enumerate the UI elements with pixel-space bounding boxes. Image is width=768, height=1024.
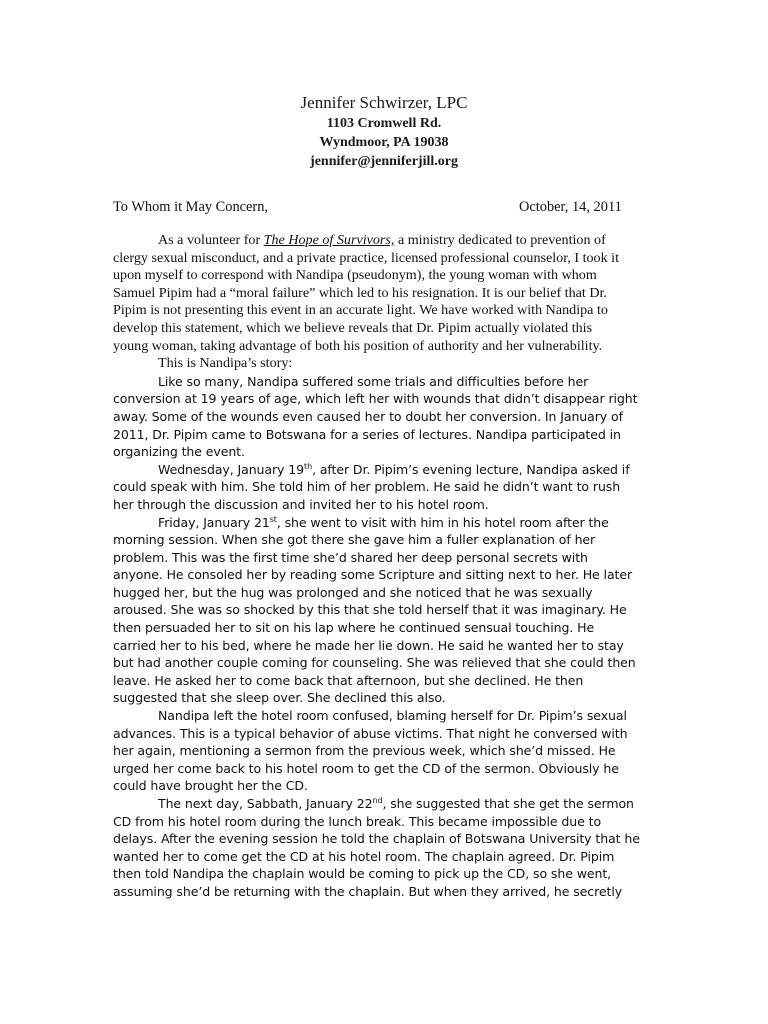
text-line: CD from his hotel room during the lunch break. This became impossible due to bbox=[113, 813, 602, 829]
ordinal-suffix: st bbox=[269, 514, 277, 524]
text-line: could speak with him. She told him of her problem. He said he didn’t want to rush bbox=[113, 479, 621, 495]
paragraph-wednesday-cont bbox=[113, 478, 646, 513]
ordinal-suffix: th bbox=[304, 461, 313, 471]
text-line bbox=[113, 461, 646, 479]
text-span: , she went to visit with him in his hotel room after the bbox=[276, 514, 609, 530]
ministry-name: The Hope of Survivors, bbox=[263, 232, 395, 248]
text-line: 2011, Dr. Pipim came to Botswana for a series of lectures. Nandipa participated in bbox=[113, 426, 621, 442]
ordinal-suffix: nd bbox=[372, 795, 383, 805]
text-line: clergy sexual misconduct, and a private practice, licensed professional counselor, I took it bbox=[113, 249, 619, 266]
text-line: Pipim is not presenting this event in an accurate light. We have worked with Nandipa to bbox=[113, 302, 608, 319]
author-name: Jennifer Schwirzer, LPC bbox=[300, 93, 468, 112]
text-line: away. Some of the wounds even caused her to doubt her conversion. In January of bbox=[113, 408, 623, 424]
text-span: a ministry dedicated to prevention of bbox=[394, 232, 606, 248]
salutation: To Whom it May Concern, bbox=[113, 199, 269, 215]
text-span: , she suggested that she get the sermon bbox=[382, 796, 634, 811]
paragraph-aftermath-cont bbox=[113, 725, 646, 795]
text-line bbox=[113, 795, 646, 813]
paragraph-friday-cont bbox=[113, 531, 646, 707]
text-line: anyone. He consoled her by reading some Scripture and sitting next to her. He later bbox=[113, 567, 633, 583]
text-line: leave. He asked her to come back that afternoon, but she declined. He then bbox=[113, 672, 584, 688]
paragraph-background-cont bbox=[113, 390, 646, 460]
paragraph-story-intro: This is Nandipa’s story: bbox=[158, 355, 293, 372]
text-line: urged her come back to his hotel room to get the CD of the sermon. Obviously he bbox=[113, 760, 619, 776]
text-span: As a volunteer for bbox=[158, 232, 264, 248]
text-line: could have brought her the CD. bbox=[113, 778, 308, 794]
author-city: Wyndmoor, PA 19038 bbox=[319, 135, 449, 150]
letter-date: October, 14, 2011 bbox=[519, 199, 622, 215]
paragraph-sabbath bbox=[113, 795, 646, 813]
author-email: jennifer@jenniferjill.org bbox=[310, 154, 458, 169]
paragraph-intro-cont bbox=[113, 250, 646, 356]
text-line: develop this statement, which we believe reveals that Dr. Pipim actually violated this bbox=[113, 319, 593, 336]
text-line: her through the discussion and invited her to his hotel room. bbox=[113, 496, 489, 512]
text-line bbox=[113, 514, 646, 532]
paragraph-intro bbox=[113, 232, 646, 250]
salutation-row bbox=[113, 199, 630, 219]
text-line bbox=[113, 232, 646, 250]
text-line: but had another couple coming for counseling. She was relieved that she could then bbox=[113, 655, 636, 671]
text-line: Nandipa left the hotel room confused, blaming herself for Dr. Pipim’s sexual bbox=[158, 708, 627, 724]
text-line: Like so many, Nandipa suffered some trials and difficulties before her bbox=[158, 373, 589, 389]
letterhead bbox=[0, 92, 768, 171]
paragraph-background bbox=[113, 373, 646, 391]
text-line: young woman, taking advantage of both his position of authority and her vulnerability. bbox=[113, 337, 603, 354]
paragraph-aftermath bbox=[113, 707, 646, 725]
text-line: then persuaded her to sit on his lap where he continued sensual touching. He bbox=[113, 620, 595, 636]
letter-body bbox=[113, 232, 646, 901]
text-line: advances. This is a typical behavior of abuse victims. That night he conversed with bbox=[113, 725, 628, 741]
text-line: hugged her, but the hug was prolonged and she noticed that he was sexually bbox=[113, 584, 593, 600]
text-line: problem. This was the first time she’d shared her deep personal secrets with bbox=[113, 549, 588, 565]
text-line: morning session. When she got there she gave him a fuller explanation of her bbox=[113, 532, 596, 548]
text-line: aroused. She was so shocked by this that she told herself that it was imaginary. He bbox=[113, 602, 627, 618]
text-line: organizing the event. bbox=[113, 444, 245, 460]
text-line: her again, mentioning a sermon from the previous week, which she’d missed. He bbox=[113, 743, 616, 759]
text-line: then told Nandipa the chaplain would be coming to pick up the CD, so she went, bbox=[113, 866, 612, 882]
text-span: The next day, Sabbath, January 22 bbox=[158, 796, 373, 811]
text-line: delays. After the evening session he told the chaplain of Botswana University that he bbox=[113, 831, 640, 847]
paragraph-friday bbox=[113, 514, 646, 532]
text-line: assuming she’d be returning with the chaplain. But when they arrived, he secretly bbox=[113, 883, 623, 899]
text-line: wanted her to come get the CD at his hotel room. The chaplain agreed. Dr. Pipim bbox=[113, 848, 615, 864]
paragraph-sabbath-cont bbox=[113, 813, 646, 901]
text-line: suggested that she sleep over. She declined this also. bbox=[113, 690, 446, 706]
text-span: , after Dr. Pipim’s evening lecture, Nandipa asked if bbox=[312, 461, 630, 477]
text-line: Samuel Pipim had a “moral failure” which led to his resignation. It is our belief that Dr. bbox=[113, 284, 607, 301]
text-span: Friday, January 21 bbox=[158, 514, 270, 530]
text-line: upon myself to correspond with Nandipa (pseudonym), the young woman with whom bbox=[113, 267, 597, 284]
text-line: carried her to his bed, where he made her lie down. He said he wanted her to stay bbox=[113, 637, 624, 653]
author-street: 1103 Cromwell Rd. bbox=[326, 116, 442, 131]
paragraph-wednesday bbox=[113, 461, 646, 479]
text-line: conversion at 19 years of age, which left her with wounds that didn’t disappear right bbox=[113, 391, 638, 407]
text-span: Wednesday, January 19 bbox=[158, 461, 305, 477]
